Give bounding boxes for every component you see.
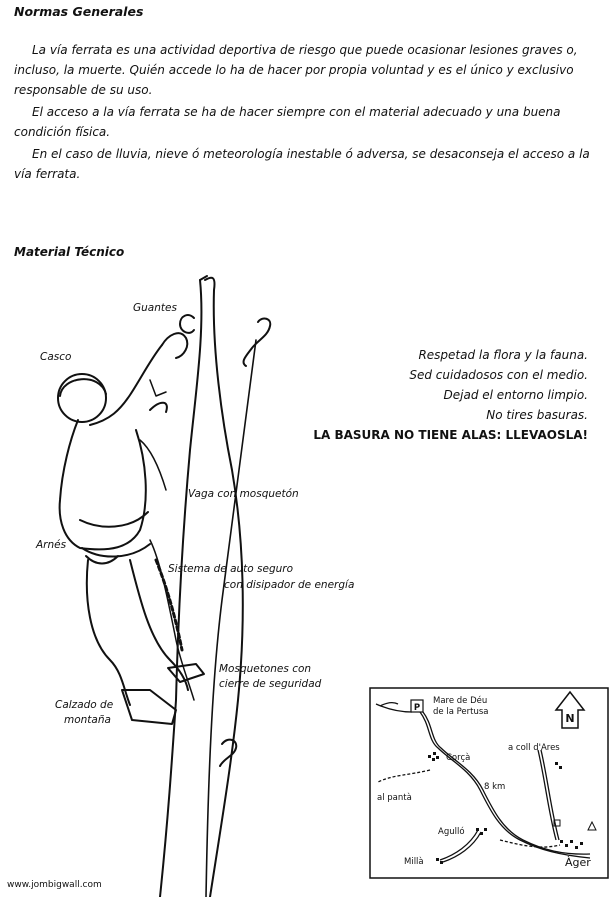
map-label-coll: a coll d'Ares bbox=[508, 743, 560, 753]
map-label-milla: Millà bbox=[404, 857, 424, 867]
message-basuras: No tires basuras. bbox=[486, 408, 588, 422]
label-arnes: Arnés bbox=[36, 539, 67, 551]
parking-label: P bbox=[413, 703, 421, 713]
footer-url[interactable]: www.jombigwall.com bbox=[7, 880, 102, 890]
north-label: N bbox=[565, 712, 575, 725]
label-guantes: Guantes bbox=[133, 302, 177, 314]
map-label-corca: Corçà bbox=[446, 753, 471, 763]
map-label-panta: al pantà bbox=[377, 793, 412, 803]
map-label-mare-1: Mare de Déu bbox=[433, 696, 488, 706]
label-mosquetones-1: Mosquetones con bbox=[219, 663, 312, 675]
label-sistema-1: Sistema de auto seguro bbox=[168, 563, 294, 575]
map-label-ager: Àger bbox=[565, 856, 591, 869]
paragraph-risk: La vía ferrata es una actividad deportiva de riesgo que puede ocasionar lesiones graves o, incluso, la muerte. Quién accede lo ha de hacer por propia voluntad y es el único y exclusivo responsable de su uso. bbox=[14, 43, 578, 97]
label-vaga: Vaga con mosquetón bbox=[188, 488, 299, 500]
label-calzado-1: Calzado de bbox=[55, 699, 114, 711]
section-title-normas: Normas Generales bbox=[14, 4, 144, 19]
message-limpio: Dejad el entorno limpio. bbox=[443, 388, 588, 402]
map-label-distance: 8 km bbox=[484, 782, 506, 792]
map-label-agullo: Agulló bbox=[438, 827, 465, 837]
label-mosquetones-2: cierre de seguridad bbox=[219, 678, 322, 690]
message-basura-alas: LA BASURA NO TIENE ALAS: LLEVAOSLA! bbox=[313, 428, 588, 442]
label-calzado-2: montaña bbox=[64, 714, 111, 726]
message-flora: Respetad la flora y la fauna. bbox=[418, 348, 588, 362]
paragraph-weather: En el caso de lluvia, nieve ó meteorología inestable ó adversa, se desaconseja el acceso a la vía ferrata. bbox=[14, 147, 590, 181]
paragraph-access: El acceso a la vía ferrata se ha de hacer siempre con el material adecuado y una buena condición física. bbox=[14, 105, 561, 139]
label-sistema-2: con disipador de energía bbox=[224, 579, 355, 591]
map-label-mare-2: de la Pertusa bbox=[433, 707, 489, 717]
label-casco: Casco bbox=[40, 351, 72, 363]
section-title-material: Material Técnico bbox=[14, 245, 125, 259]
message-cuidadosos: Sed cuidadosos con el medio. bbox=[409, 368, 588, 382]
